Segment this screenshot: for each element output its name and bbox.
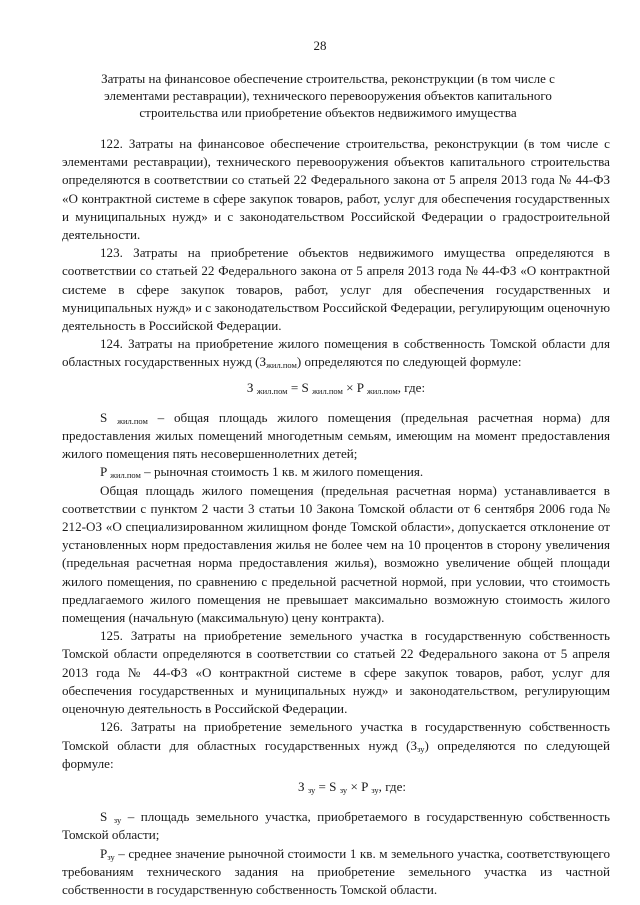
heading-line: строительства или приобретение объектов недвижимого имущества [139,105,517,120]
formula-land: З $_{зу}$ = S $_{зу}$ × P $_{зу}$, где: [297,778,407,795]
definition-s-housing: S $_{жил.пом}$ – общая площадь жилого помещения (предельная расчетная норма) для предоставления жилых помещений многодетным семьям, имеющим на момент предоставления жилого помещения пять несовершеннолетних детей; [62,409,611,462]
page-number: 28 [313,38,327,53]
document-body [62,135,610,899]
definition-p-housing: P $_{жил.пом}$ – рыночная стоимость 1 кв. м жилого помещения. [100,464,424,481]
paragraph-125: 125. Затраты на приобретение земельного участка в государственную собственность Томской области определяются в соответствии со статьей 22 Федерального закона от 5 апреля 2013 года № 44-ФЗ «О контрактной системе в сфере закупок товаров, работ, услуг для обеспечения государственных и муниципальных нужд» и законодательством, регулирующим оценочную деятельность в Российской Федерации. [62,628,610,717]
definition-s-land: S $_{зу}$ – площадь земельного участка, приобретаемого в государственную собственность Томской области; [62,809,610,843]
paragraph-126: 126. Затраты на приобретение земельного участка в государственную собственность Томской области для областных государственных нужд $(З_{зу})$ определяются по следующей формуле: [62,719,610,771]
heading-line: Затраты на финансовое обеспечение строительства, реконструкции (в том числе с [101,71,555,86]
heading-line: элементами реставрации), технического перевооружения объектов капитального [104,88,552,103]
definition-p-land: $P_{зу}$ – среднее значение рыночной стоимости 1 кв. м земельного участка, соответствующего требованиям технического задания на приобретение земельного участка из частной собственности в государственную собственность Томской области. [62,845,610,897]
paragraph-124: 124. Затраты на приобретение жилого помещения в собственность Томской области для областных государственных нужд $(З_{жил.пом})$ определяются по следующей формуле: [62,336,610,371]
paragraph-area-norm: Общая площадь жилого помещения (предельная расчетная норма) устанавливается в соответствии с пунктом 2 части 3 статьи 10 Закона Томской области от 6 сентября 2006 года № 212-ОЗ «О специализированном жилищном фонде Томской области», допускается отклонение от установленных норм предоставления жилья не более чем на 10 процентов в сторону увеличения (предельная расчетная норма предоставления жилья), возможно увеличение общей площади жилого помещения, по сравнению с предельной расчетной нормой, при условии, что стоимость предлагаемого жилого помещения не превышает максимально возможную стоимость жилого помещения (начальную (максимальную) цену контракта). [62,482,610,626]
formula-housing: З $_{жил.пом}$ = S $_{жил.пом}$ × P $_{жил.пом}$, где: [246,379,426,396]
paragraph-123: 123. Затраты на приобретение объектов недвижимого имущества определяются в соответствии со статьей 22 Федерального закона от 5 апреля 2013 года № 44-ФЗ «О контрактной системе в сфере закупок товаров, работ, услуг для обеспечения государственных и муниципальных нужд» и с законодательством Российской Федерации, регулирующим оценочную деятельность в Российской Федерации. [62,245,610,334]
section-heading [72,70,584,121]
paragraph-122: 122. Затраты на финансовое обеспечение строительства, реконструкции (в том числе с элементами реставрации), технического перевооружения объектов капитального строительства определяются в соответствии со статьей 22 Федерального закона от 5 апреля 2013 года № 44-ФЗ «О контрактной системе в сфере закупок товаров, работ, услуг для обеспечения государственных и муниципальных нужд» и с законодательством Российской Федерации о градостроительной деятельности. [62,136,610,243]
